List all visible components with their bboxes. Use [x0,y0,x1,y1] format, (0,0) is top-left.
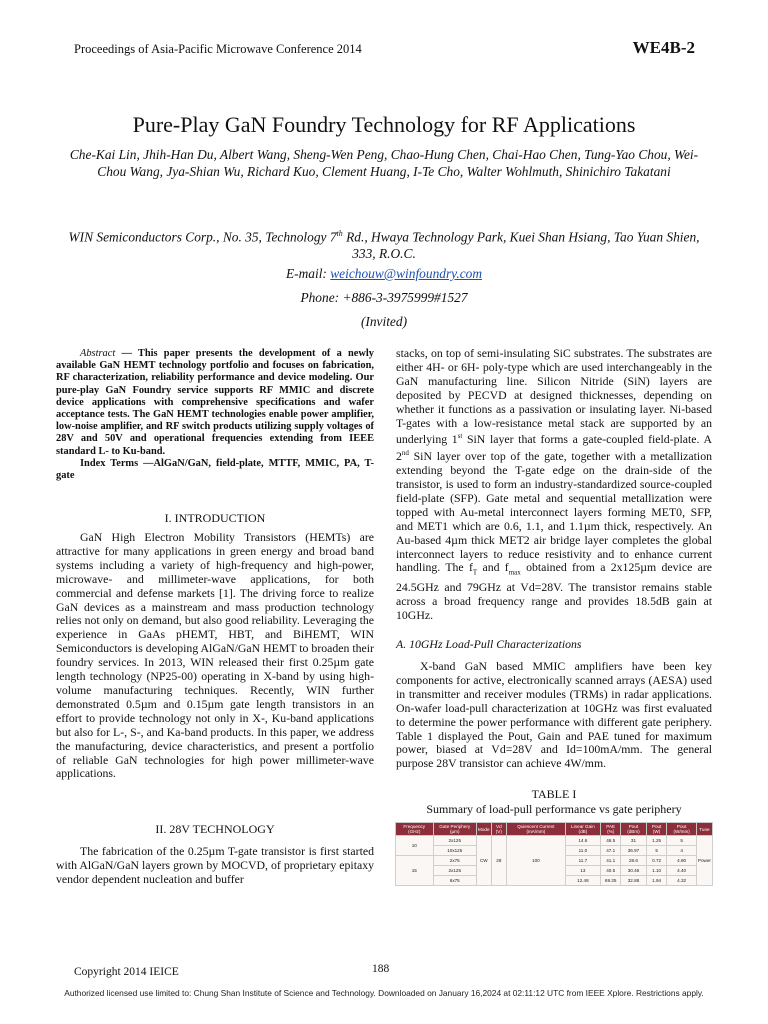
periphery-cell: 2x125 [433,866,477,876]
col-header: Tune [696,823,712,836]
sub-t: T [472,568,478,577]
right-text-1a: stacks, on top of semi-insulating SiC substrates. The substrates are either 4H- or 6H- poly-type which are used interchangeably in the GaN manufacturing line. Silicon Nitride (SiN) layers are deposited by PECVD at designed thicknesses, depending on whether it functions as a passivation or insulating layer. Ni-based T-gates with a low-resistance metal stack are supported by an underlying 1 [396,346,712,447]
col-header: Pout (W) [646,823,667,836]
iq-cell: 100 [507,836,565,886]
sup-st: st [457,432,463,441]
table-cell: 1.10 [646,866,667,876]
invited-note: (Invited) [360,314,408,329]
col-header: Linear Gain (dB) [565,823,601,836]
freq-cell: 10 [396,836,434,856]
tech-paragraph [56,845,374,887]
intro-text: GaN High Electron Mobility Transistors (HEMTs) are attractive for many applications in green energy and broad band systems including a variety of high-frequency and high-power, microwave- and millimeter-wave applications, for both commercial and defense markets [1]. The driving force to realize GaN devices as a mainstream and mass production technology relies not only on demand, but also good reliability. Leveraging the experience in GaAs pHEMT, HBT, and BiHEMT, WIN Semiconductors is developing AlGaN/GaN HEMT to broaden their foundry services. In 2013, WIN released their first 0.25µm gate length technology (NP25-00) operating in X-band by using high-volume manufacturing techniques. Recently, WIN further demonstrated 0.5µm and 0.15µm gate length transistors in an effort to provide technology not only in X-, Ku-band applications but also for L-, S-, and Ka-band products. In this paper, we address the manufacturing, device characteristics, and present a portfolio of reliable GaN technologies for high power millimeter-wave applications. [56,530,374,781]
right-text-1e: obtained from a 2x125µm device are 24.5GHz and 79GHz at Vd=28V. The transistor remains stable across a broad frequency range and provides 18.5dB gain at 10GHz. [396,560,713,622]
table-cell: 11.0 [565,846,601,856]
table-cell: 69.35 [601,876,621,886]
periphery-cell: 2x125 [433,836,477,846]
table-cell: 4 [667,846,696,856]
table-cell: 31 [621,836,647,846]
paper-title: Pure-Play GaN Foundry Technology for RF Applications [132,112,636,137]
col-header: Quiescent Current (mA/mm) [507,823,565,836]
col-header: Pout (dBm) [621,823,647,836]
abstract-label: Abstract [80,348,116,359]
table-caption: Summary of load-pull performance vs gate periphery [426,802,682,816]
subsection-a-heading: A. 10GHz Load-Pull Characterizations [396,637,582,651]
periphery-cell: 6x75 [433,876,477,886]
tech-heading: II. 28V TECHNOLOGY [155,822,275,836]
sup-nd: nd [401,449,409,458]
tech-text: The fabrication of the 0.25µm T-gate transistor is first started with AlGaN/GaN layers grown by MOCVD, of proprietary epitaxy vendor dependent nucleation and buffer [56,844,374,886]
copyright: Copyright 2014 IEICE [74,966,179,978]
affiliation [60,225,708,262]
freq-cell: 15 [396,856,434,886]
table-cell: 28.6 [621,856,647,866]
periphery-cell: 2x75 [433,856,477,866]
email-link[interactable]: weichouw@winfoundry.com [330,266,483,281]
table-cell: 13 [565,866,601,876]
authorized-use-notice: Authorized licensed use limited to: Chung Shan Institute of Science and Technology. Downloaded on January 16,2024 at 02:11:12 UTC from IEEE Xplore. Restrictions apply. [64,988,704,998]
affiliation-part1: WIN Semiconductors Corp., No. 35, Technology 7 [68,229,337,245]
table-cell: 1.94 [646,876,667,886]
table-row [396,836,713,846]
table-cell: 41.1 [601,856,621,866]
col-header: PAE (%) [601,823,621,836]
col-header: Mode [477,823,492,836]
table-cell: 4.32 [667,876,696,886]
table-header-row [396,823,713,836]
col-header: Gate Periphery (µm) [433,823,477,836]
conference-header: Proceedings of Asia-Pacific Microwave Conference 2014 [74,42,362,56]
right-text-1c: SiN layer over top of the gate, together with a metallization extending beyond the T-gate edge on the drain-side of the transistor, is used to form an industry-standardized source-coupled field-plate (SFP). Gate metal and sequential metallization were topped with Au-metal interconnect layers forming MET0, SFP, and MET1 which are 0.6, 1.1, and 1.1µm thick, respectively. An Au-based 4µm thick MET2 air bridge layer completes the global interconnect layers to reduce resistivity and to enhance current handling. The f [396,449,712,575]
load-pull-table [395,822,713,886]
right-paragraph-1 [396,347,712,622]
table-cell: 47.1 [601,846,621,856]
intro-heading: I. INTRODUCTION [164,511,266,525]
vd-cell: 28 [491,836,507,886]
table-cell: 5 [667,836,696,846]
abstract-block [56,348,374,482]
table-cell: 12.48 [565,876,601,886]
subsection-a-text: X-band GaN based MMIC amplifiers have been key components for active, electronically scanned arrays (AESA) used in transmitter and receiver modules (TRMs) in radar applications. On-wafer load-pull characterization at 10GHz was first evaluated to determine the power performance with different gate periphery. Table 1 displayed the Pout, Gain and PAE tuned for maximum power, biased at Vd=28V and Id=100mA/mm. The general purpose 28V transistor can achieve 4W/mm. [396,659,712,771]
table-cell: 4.40 [667,866,696,876]
table-cell: 11.7 [565,856,601,866]
table-cell: 30.46 [621,866,647,876]
tune-cell: Power [696,836,712,886]
email-label: E-mail: [285,266,331,281]
table-cell: 14.6 [565,836,601,846]
affiliation-part2: Rd., Hwaya Technology Park, Kuei Shan Hsiang, Tao Yuan Shien, 333, R.O.C. [342,229,700,262]
abstract-paragraph [56,348,374,458]
load-pull-table-wrap [395,822,713,886]
email-line [60,265,708,282]
table-cell: 0.72 [646,856,667,866]
table-cell: 40.5 [601,866,621,876]
table-cell: 1.25 [646,836,667,846]
author-list: Che-Kai Lin, Jhih-Han Du, Albert Wang, Sheng-Wen Peng, Chao-Hung Chen, Chai-Hao Chen, Tung-Yao Chou, Wei-Chou Wang, Jya-Shian Wu, Richard Kuo, Clement Huang, I-Te Cho, Walter Wohlmuth, Shinichiro Takatani [69,147,699,179]
table-cell: 5 [646,846,667,856]
page-number: 188 [372,963,390,975]
table-cell: 32.88 [621,876,647,886]
sub-max: max [508,568,521,577]
mode-cell: CW [477,836,492,886]
phone-line: Phone: +886-3-3975999#1527 [300,290,468,305]
table-label: TABLE I [531,787,577,801]
table-cell: 46.5 [601,836,621,846]
subsection-a-paragraph [396,660,712,771]
abstract-dash: — [115,348,138,359]
paper-id: WE4B-2 [632,38,695,57]
affiliation-sup: th [336,229,343,238]
periphery-cell: 10x125 [433,846,477,856]
right-text-1b: SiN layer that forms a gate-coupled field-plate. A 2 [396,432,712,464]
table-cell: 36.97 [621,846,647,856]
index-terms: Index Terms —AlGaN/GaN, field-plate, MTTF, MMIC, PA, T-gate [56,457,374,482]
right-text-1 [396,347,712,622]
abstract-text: This paper presents the development of a newly available GaN HEMT technology portfolio and focuses on fabrication, RF characterization, reliability performance and device modeling. Our pure-play GaN Foundry service supports RF MMIC and discrete device applications with comprehensive specifications and wafer acceptance tests. The GaN HEMT technologies enable power amplifier, low-noise amplifier, and RF switch products utilizing supply voltages of 28V and 50V and operational frequencies extending from IEEE standard L- to Ku-band. [56,348,374,457]
table-cell: 4.80 [667,856,696,866]
col-header: Frequency (GHz) [396,823,434,836]
right-text-1d: and f [477,560,509,575]
intro-paragraph [56,531,374,781]
col-header: Vd (V) [491,823,507,836]
col-header: Pout (W/mm) [667,823,696,836]
